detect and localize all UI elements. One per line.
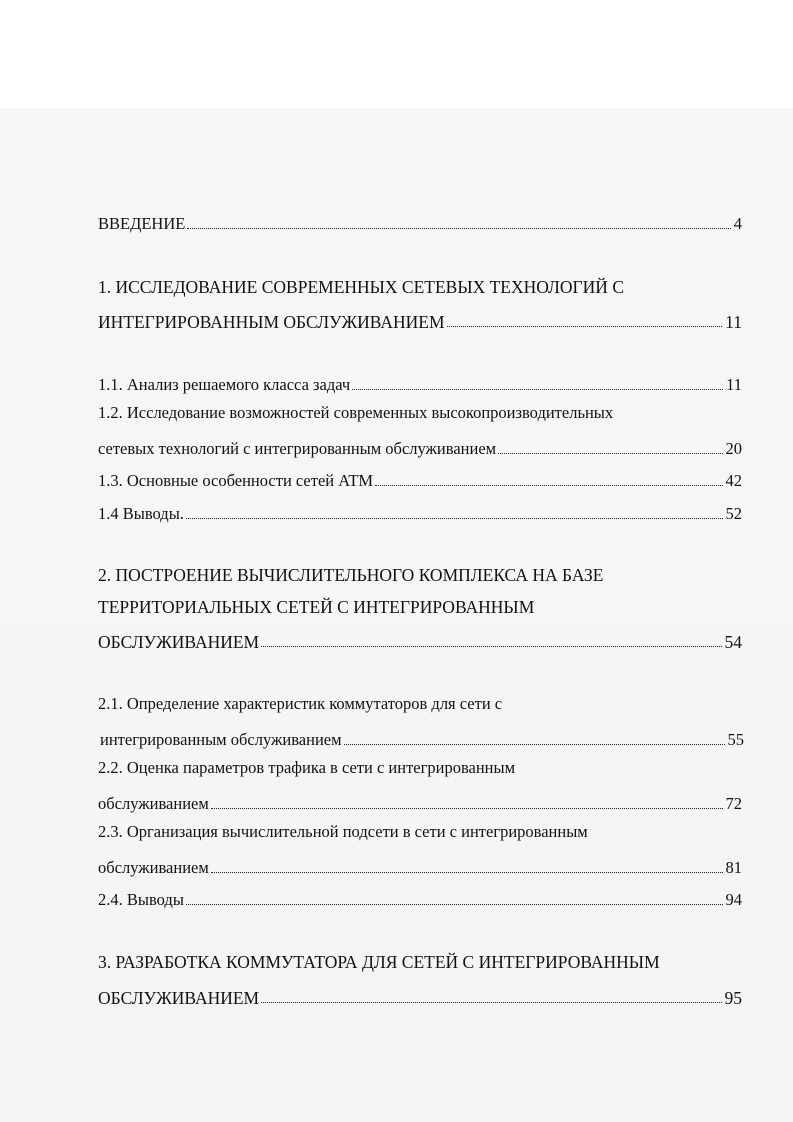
toc-entry-1-2 (98, 435, 742, 459)
toc-entry-title: 1.4 Выводы. (98, 504, 184, 523)
toc-chapter-3-line1: 3. РАЗРАБОТКА КОММУТАТОРА ДЛЯ СЕТЕЙ С ИНТЕГРИРОВАННЫМ (98, 952, 660, 972)
toc-entry-title: интегрированным обслуживанием (100, 730, 342, 749)
toc-page-number: 20 (725, 439, 742, 458)
toc-page-number: 54 (724, 632, 742, 652)
dot-leader (498, 453, 722, 454)
dot-leader (261, 1002, 721, 1003)
toc-page-number: 52 (725, 504, 742, 523)
toc-page-number: 95 (724, 988, 742, 1008)
toc-entry-2-2-line1: 2.2. Оценка параметров трафика в сети с интегрированным (98, 758, 516, 777)
toc-entry-2-4 (98, 886, 742, 910)
toc-page-number: 94 (725, 890, 742, 909)
dot-leader (344, 744, 725, 745)
toc-entry-chapter-1 (98, 308, 742, 332)
dot-leader (375, 485, 722, 486)
toc-page-number: 81 (725, 858, 742, 877)
toc-entry-2-2 (98, 790, 742, 814)
dot-leader (211, 872, 723, 873)
toc-page-number: 72 (725, 794, 742, 813)
toc-chapter-2-line1: 2. ПОСТРОЕНИЕ ВЫЧИСЛИТЕЛЬНОГО КОМПЛЕКСА НА БАЗЕ (98, 565, 604, 585)
dot-leader (186, 904, 723, 905)
toc-entry-title: 1.3. Основные особенности сетей ATM (98, 471, 374, 490)
toc-entry-title: обслуживанием (98, 794, 209, 813)
toc-entry-1-3 (98, 467, 742, 491)
dot-leader (186, 518, 723, 519)
toc-page-number: 11 (725, 312, 742, 332)
toc-entry-2-3-line1: 2.3. Организация вычислительной подсети в сети с интегрированным (98, 822, 588, 841)
dot-leader (261, 646, 721, 647)
toc-entry-2-1-line1: 2.1. Определение характеристик коммутаторов для сети с (98, 694, 503, 713)
toc-entry-2-3 (98, 854, 742, 878)
toc-entry-title: ИНТЕГРИРОВАННЫМ ОБСЛУЖИВАНИЕМ (98, 312, 445, 332)
toc-entry-title: ВВЕДЕНИЕ (98, 214, 186, 233)
toc-page-number: 11 (726, 375, 742, 394)
toc-entry-intro (98, 210, 742, 234)
toc-entry-title: 2.4. Выводы (98, 890, 184, 909)
dot-leader (447, 326, 723, 327)
toc-entry-chapter-2 (98, 628, 742, 652)
toc-entry-title: ОБСЛУЖИВАНИЕМ (98, 632, 260, 652)
toc-entry-title: 1.1. Анализ решаемого класса задач (98, 375, 351, 394)
toc-entry-1-1 (98, 371, 742, 395)
toc-entry-1-4 (98, 500, 742, 524)
toc-entry-1-2-line1: 1.2. Исследование возможностей современных высокопроизводительных (98, 403, 614, 422)
toc-chapter-1-line1: 1. ИССЛЕДОВАНИЕ СОВРЕМЕННЫХ СЕТЕВЫХ ТЕХНОЛОГИЙ С (98, 277, 624, 297)
dot-leader (211, 808, 723, 809)
toc-page-number: 42 (725, 471, 742, 490)
toc-page-number: 4 (733, 214, 742, 233)
toc-page-number: 55 (727, 730, 744, 749)
dot-leader (187, 228, 730, 229)
dot-leader (352, 389, 723, 390)
toc-entry-title: сетевых технологий с интегрированным обслуживанием (98, 439, 497, 458)
toc-entry-title: обслуживанием (98, 858, 209, 877)
toc-chapter-2-line2: ТЕРРИТОРИАЛЬНЫХ СЕТЕЙ С ИНТЕГРИРОВАННЫМ (98, 597, 535, 617)
toc-entry-chapter-3 (98, 984, 742, 1008)
toc-entry-2-1 (100, 726, 744, 750)
toc-entry-title: ОБСЛУЖИВАНИЕМ (98, 988, 260, 1008)
